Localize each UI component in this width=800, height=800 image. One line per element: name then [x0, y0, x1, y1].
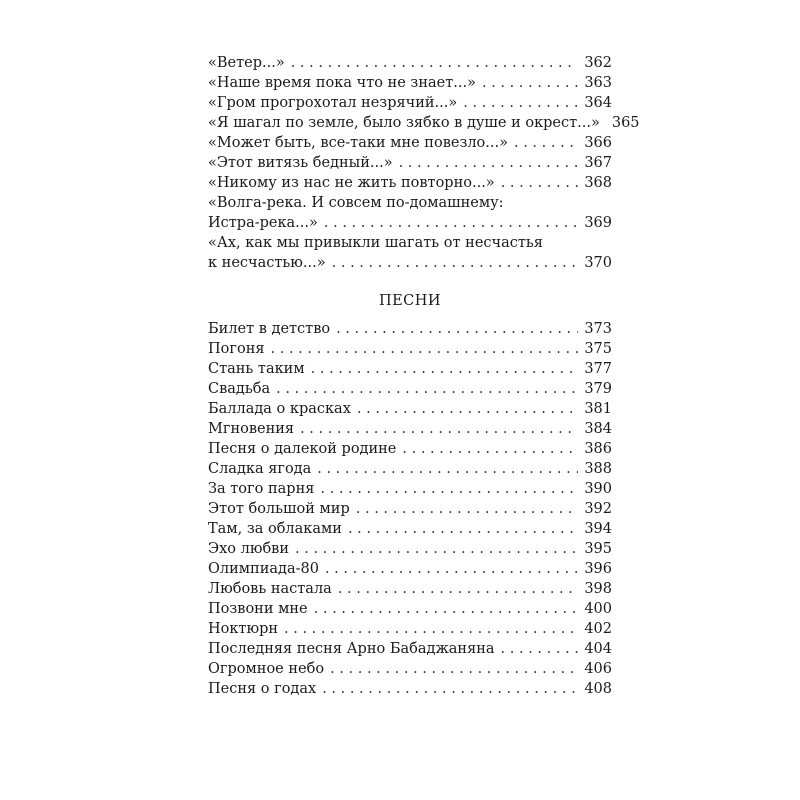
toc-entry-title: Любовь настала — [208, 581, 332, 597]
dot-leader — [322, 679, 578, 699]
toc-entry-page: 367 — [584, 155, 612, 171]
toc-entry — [208, 253, 612, 273]
toc-entry — [208, 73, 612, 93]
dot-leader — [330, 659, 578, 679]
toc-entry-title: Ноктюрн — [208, 621, 279, 637]
toc-entry-title-line1: «Ах, как мы привыкли шагать от несчастья — [208, 235, 543, 251]
dot-leader — [501, 173, 579, 193]
toc-entry-page: 364 — [584, 95, 612, 111]
toc-entry-page: 362 — [584, 55, 612, 71]
toc-entry-page: 390 — [584, 481, 612, 497]
toc-entry — [208, 499, 612, 519]
dot-leader — [314, 599, 579, 619]
toc-entry — [208, 519, 612, 539]
toc-entry-title: Песня о годах — [208, 681, 317, 697]
dot-leader — [357, 399, 578, 419]
dot-leader — [501, 639, 579, 659]
toc-entry — [208, 639, 612, 659]
toc-entry-page: 406 — [584, 661, 612, 677]
toc-entry-title: Огромное небо — [208, 661, 325, 677]
dot-leader — [482, 73, 578, 93]
toc-entry-page: 388 — [584, 461, 612, 477]
toc-entry — [208, 659, 612, 679]
toc-entry-title: Баллада о красках — [208, 401, 351, 417]
toc-entry-title: Погоня — [208, 341, 265, 357]
toc-entry-page: 375 — [584, 341, 612, 357]
toc-entry-page: 384 — [584, 421, 612, 437]
section-heading-songs: ПЕСНИ — [378, 293, 442, 309]
dot-leader — [271, 339, 579, 359]
toc-entry-page: 408 — [584, 681, 612, 697]
toc-entry-page: 368 — [584, 175, 612, 191]
toc-entry — [208, 579, 612, 599]
toc-entry-title: Этот большой мир — [208, 501, 350, 517]
dot-leader — [336, 319, 578, 339]
dot-leader — [348, 519, 578, 539]
dot-leader — [324, 213, 578, 233]
toc-entry-title: Позвони мне — [208, 601, 308, 617]
toc-entry — [208, 173, 612, 193]
toc-entry-title: Песня о далекой родине — [208, 441, 397, 457]
toc-entry — [208, 153, 612, 173]
toc-entry-title: Там, за облаками — [208, 521, 342, 537]
toc-entry-page: 398 — [584, 581, 612, 597]
dot-leader — [311, 359, 579, 379]
toc-entry-title: За того парня — [208, 481, 315, 497]
toc-entry — [208, 93, 612, 113]
toc-entry — [208, 439, 612, 459]
toc-entry-page: 366 — [584, 135, 612, 151]
toc-entry-title: Мгновения — [208, 421, 295, 437]
toc-entry — [208, 113, 640, 133]
dot-leader — [332, 253, 579, 273]
toc-entry-page: 377 — [584, 361, 612, 377]
toc-entry-multiline — [208, 193, 612, 233]
poems-list — [208, 53, 640, 273]
toc-entry-title: Билет в детство — [208, 321, 331, 337]
toc-entry — [208, 399, 612, 419]
toc-entry-page: 396 — [584, 561, 612, 577]
toc-entry — [208, 339, 612, 359]
dot-leader — [399, 153, 579, 173]
toc-entry-title: «Этот витязь бедный...» — [208, 155, 393, 171]
dot-leader — [295, 539, 578, 559]
toc-entry-title: «Я шагал по земле, было зябко в душе и окрест...» — [208, 115, 600, 131]
toc-entry-title: «Может быть, все-таки мне повезло...» — [208, 135, 508, 151]
toc-entry-page: 402 — [584, 621, 612, 637]
toc-entry-title: Свадьба — [208, 381, 271, 397]
toc-entry-page: 365 — [611, 115, 640, 131]
toc-entry-title: Стань таким — [208, 361, 305, 377]
toc-entry-page: 370 — [584, 255, 612, 271]
toc-entry-title: Олимпиада-80 — [208, 561, 319, 577]
toc-entry-page: 369 — [584, 215, 612, 231]
toc-entry-page: 379 — [584, 381, 612, 397]
dot-leader — [276, 379, 578, 399]
toc-entry — [208, 53, 612, 73]
toc-entry — [208, 133, 612, 153]
toc-entry-page: 373 — [584, 321, 612, 337]
dot-leader — [317, 459, 578, 479]
toc-entry-title: Сладка ягода — [208, 461, 312, 477]
toc-entry — [208, 539, 612, 559]
dot-leader — [291, 53, 579, 73]
toc-entry — [208, 559, 612, 579]
toc-entry-page: 386 — [584, 441, 612, 457]
toc-entry — [208, 459, 612, 479]
toc-entry-page: 363 — [584, 75, 612, 91]
dot-leader — [320, 479, 578, 499]
toc-entry-title: «Ветер...» — [208, 55, 285, 71]
songs-list — [208, 319, 612, 699]
toc-entry — [208, 619, 612, 639]
toc-entry-page: 381 — [584, 401, 612, 417]
toc-entry-title: «Никому из нас не жить повторно...» — [208, 175, 495, 191]
toc-entry-title-line1: «Волга-река. И совсем по-домашнему: — [208, 195, 504, 211]
dot-leader — [402, 439, 578, 459]
toc-entry-page: 395 — [584, 541, 612, 557]
toc-entry-page: 392 — [584, 501, 612, 517]
toc-entry-title: «Наше время пока что не знает...» — [208, 75, 476, 91]
toc-entry-page: 394 — [584, 521, 612, 537]
toc-entry-title: «Гром прогрохотал незрячий...» — [208, 95, 458, 111]
toc-entry — [208, 679, 612, 699]
toc-entry-title: Эхо любви — [208, 541, 290, 557]
toc-entry — [208, 379, 612, 399]
toc-entry — [208, 319, 612, 339]
toc-entry-page: 400 — [584, 601, 612, 617]
dot-leader — [463, 93, 578, 113]
dot-leader — [514, 133, 578, 153]
dot-leader — [338, 579, 579, 599]
dot-leader — [325, 559, 578, 579]
toc-entry-title: Последняя песня Арно Бабаджаняна — [208, 641, 495, 657]
toc-entry-title-line2: к несчастью...» — [208, 255, 326, 271]
toc-entry — [208, 359, 612, 379]
toc-entry — [208, 599, 612, 619]
toc-entry-title-line2: Истра-река...» — [208, 215, 318, 231]
dot-leader — [300, 419, 578, 439]
toc-entry — [208, 419, 612, 439]
toc-entry — [208, 479, 612, 499]
toc-entry-page: 404 — [584, 641, 612, 657]
toc-entry-multiline — [208, 233, 612, 273]
dot-leader — [356, 499, 579, 519]
table-of-contents — [208, 53, 640, 699]
toc-entry — [208, 213, 612, 233]
dot-leader — [284, 619, 578, 639]
